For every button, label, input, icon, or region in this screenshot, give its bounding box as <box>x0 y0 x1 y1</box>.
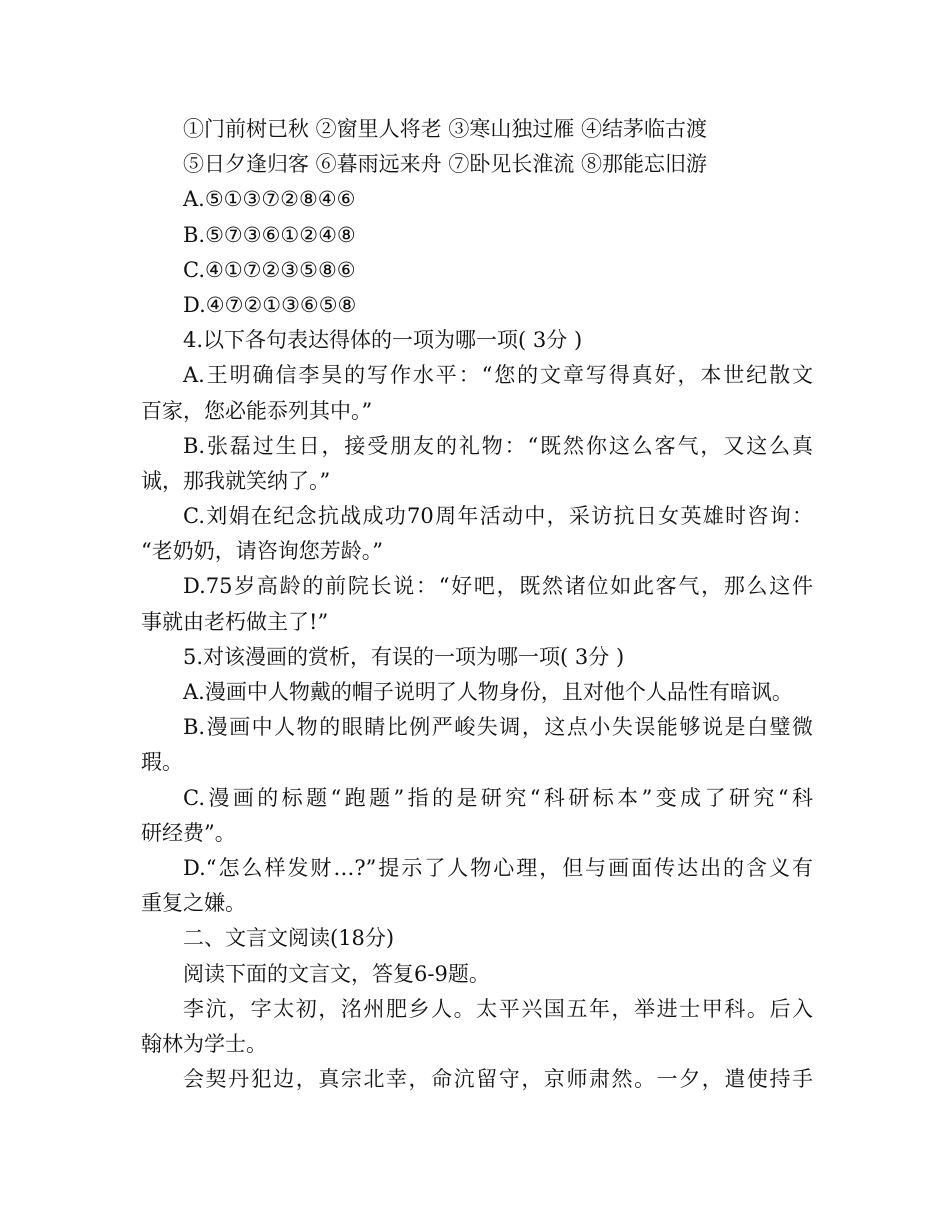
document-body <box>141 112 813 1097</box>
q4-option-b-line-1: B.张磊过生日，接受朋友的礼物：“既然你这么客气，又这么真 <box>183 433 813 458</box>
q5-option-b-line-2: 瑕。 <box>141 750 183 775</box>
passage-para-1-line-1: 李沆，字太初，洺州肥乡人。太平兴国五年，举进士甲科。后入 <box>183 996 813 1021</box>
q3-option-d: D.④⑦②①③⑥⑤⑧ <box>183 292 357 317</box>
q3-option-b: B.⑤⑦③⑥①②④⑧ <box>183 222 356 247</box>
q4-option-b-line-2: 诚，那我就笑纳了。” <box>141 468 331 493</box>
q5-option-d-line-1: D.“怎么样发财…?”提示了人物心理，但与画面传达出的含义有 <box>183 855 813 880</box>
q4-option-a-line-1: A.王明确信李昊的写作水平：“您的文章写得真好，本世纪散文 <box>183 363 813 388</box>
q4-option-d-line-2: 事就由老朽做主了!” <box>141 609 329 634</box>
poem-fragments-line-1: ①门前树已秋 ②窗里人将老 ③寒山独过雁 ④结茅临古渡 <box>183 117 708 141</box>
q5-option-c-line-1: C.漫画的标题“跑题”指的是研究“科研标本”变成了研究“科 <box>183 785 813 810</box>
section-2-heading: 二、文言文阅读(18分) <box>183 926 395 951</box>
question-4-stem: 4.以下各句表达得体的一项为哪一项( 3分 ) <box>183 328 583 353</box>
poem-fragments-line-2: ⑤日夕逢归客 ⑥暮雨远来舟 ⑦卧见长淮流 ⑧那能忘旧游 <box>183 152 708 177</box>
q3-option-c: C.④①⑦②③⑤⑧⑥ <box>183 257 356 282</box>
q5-option-c-line-2: 研经费”。 <box>141 820 236 845</box>
q4-option-d-line-1: D.75岁高龄的前院长说：“好吧，既然诸位如此客气，那么这件 <box>183 574 813 599</box>
q5-option-a: A.漫画中人物戴的帽子说明了人物身份，且对他个人品性有暗讽。 <box>183 680 793 704</box>
question-5-stem: 5.对该漫画的赏析，有误的一项为哪一项( 3分 ) <box>183 644 625 669</box>
q3-option-a: A.⑤①③⑦②⑧④⑥ <box>183 187 356 212</box>
passage-para-2-line-1: 会契丹犯边，真宗北幸，命沆留守，京师肃然。一夕，遣使持手 <box>183 1067 813 1092</box>
q4-option-a-line-2: 百家，您必能忝列其中。” <box>141 398 373 423</box>
q4-option-c-line-1: C.刘娟在纪念抗战成功70周年活动中，采访抗日女英雄时咨询： <box>183 504 813 529</box>
q4-option-c-line-2: “老奶奶，请咨询您芳龄。” <box>141 539 383 564</box>
q5-option-d-line-2: 重复之嫌。 <box>141 891 246 916</box>
q5-option-b-line-1: B.漫画中人物的眼睛比例严峻失调，这点小失误能够说是白璧微 <box>183 715 813 740</box>
passage-para-1-line-2: 翰林为学士。 <box>141 1031 267 1056</box>
section-2-instruction: 阅读下面的文言文，答复6-9题。 <box>183 961 490 986</box>
